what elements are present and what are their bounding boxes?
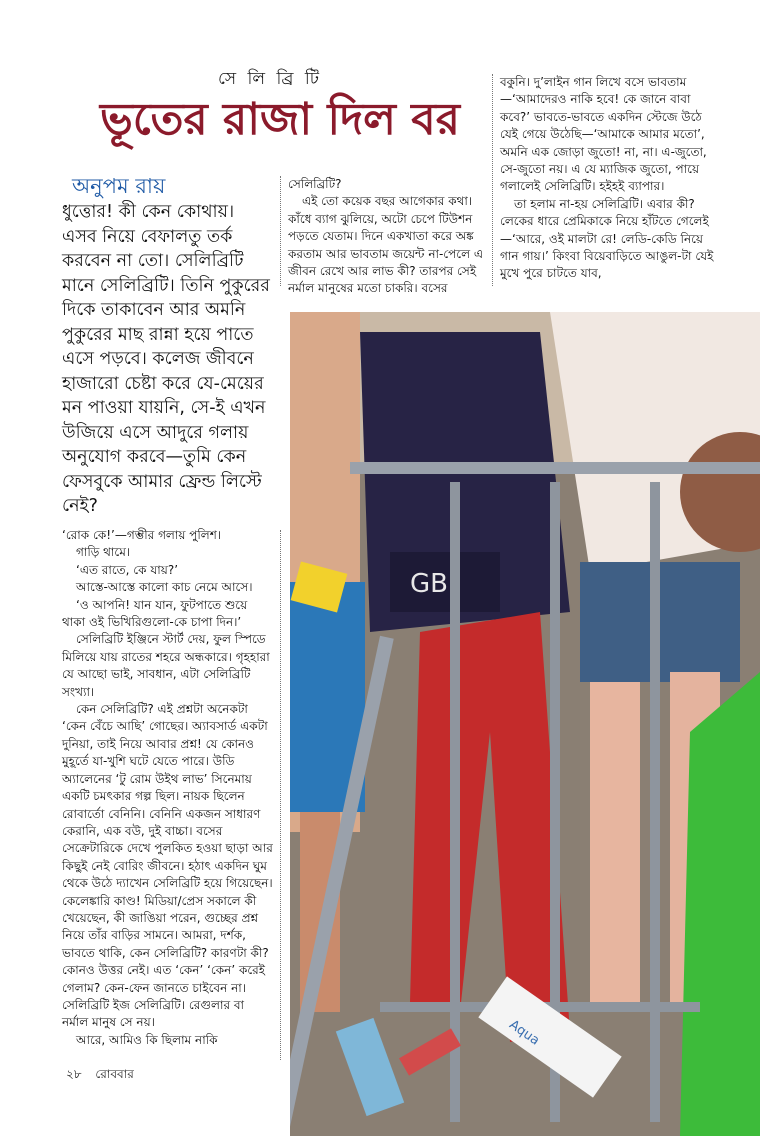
left-paragraph: আস্তে-আস্তে কালো কাচ নেমে আসে। (76, 580, 253, 595)
right-column (500, 74, 720, 283)
svg-text:GB: GB (410, 569, 448, 599)
magazine-name: রোববার (95, 1067, 134, 1081)
middle-paragraph: এই তো কয়েক বছর আগেকার কথা। কাঁধে ব্যাগ ঝুলিয়ে, অটো চেপে টিউশন পড়তে যেতাম। দিনে একখাতা করে অঙ্ক করতাম আর ভাবতাম জয়েন্ট না-পেলে এ জীবন রেখে আর লাভ কী? তারপর সেই নর্মাল মানুষের মতো চাকরি। বসের (288, 194, 484, 296)
left-paragraph: ‘এত রাতে, কে যায়?’ (76, 562, 179, 577)
left-paragraph: কেন সেলিব্রিটি? এই প্রশ্নটা অনেকটা ‘কেন বেঁচে আছি’ গোছের। অ্যাবসার্ড একটা দুনিয়া, তাই নিয়ে আবার প্রশ্ন! যে কোনও মুহূর্তে যা-খুশি ঘটে যেতে পারে। উডি অ্যালেনের ‘টু রোম উইথ লাভ’ সিনেমায় একটি চমৎকার গল্প ছিল। নায়ক ছিলেন রোবার্তো বেনিনি। বেনিনি একজন সাধারণ কেরানি, এক বউ, দুই বাচ্চা। বসের সেক্রেটারিকে দেখে পুলকিত হওয়া ছাড়া আর কিছুই নেই বোরিং জীবনে। হঠাৎ একদিন ঘুম থেকে উঠে দ্যাখেন সেলিব্রিটি হয়ে গিয়েছেন। কেলেঙ্কারি কাণ্ড! মিডিয়া/প্রেস সকালে কী খেয়েছেন, কী জাঙিয়া পরেন, গুচ্ছের প্রশ্ন নিয়ে তাঁর বাড়ির সামনে। আমরা, দর্শক, ভাবতে থাকি, কেন সেলিব্রিটি? কারণটা কী? কোনও উত্তর নেই। এত ‘কেন’ ‘কেন’ করেই গেলাম? কেন-ফেন জানতে চাইবেন না। সেলিব্রিটি ইজ সেলিব্রিটি। রেগুলার বা নর্মাল মানুষ সে নয়। (62, 702, 273, 1030)
left-paragraph: সেলিব্রিটি ইঞ্জিনে স্টার্ট দেয়, ফুল স্পিডে মিলিয়ে যায় রাতের শহরে অন্ধকারে। গৃহহারা যে আছো ভাই, সাবধান, এটা সেলিব্রিটি সংখ্যা। (62, 632, 270, 699)
middle-column (288, 176, 488, 298)
kicker: সে লি ব্রি টি (218, 69, 322, 89)
author-name: অনুপম রায় (72, 174, 166, 198)
left-column (62, 527, 274, 1049)
right-paragraph: তা হলাম না-হয় সেলিব্রিটি। এবার কী? লেকের ধারে প্রেমিকাকে নিয়ে হাঁটতে গেলেই—‘আরে, ওই মালটা রে! লেডি-কেডি নিয়ে গান গায়।’ কিংবা বিয়েবাড়িতে আঙুল-টা যেই মুখে পুরে চাটতে যাব, (500, 196, 714, 281)
left-paragraph: গাড়ি থামে। (76, 545, 131, 560)
left-paragraph: ‘রোক কে!’—গম্ভীর গলায় পুলিশ। (62, 528, 222, 542)
middle-paragraph: সেলিব্রিটি? (288, 177, 342, 191)
column-rule-mid (280, 176, 281, 286)
crowd-photo-illustration (290, 312, 760, 1136)
page-number: ২৮ (66, 1067, 82, 1081)
page-footer (66, 1066, 144, 1086)
headline: ভূতের রাজা দিল বর (100, 94, 460, 145)
right-paragraph: বকুনি। দু’লাইন গান লিখে বসে ভাবতাম—‘আমাদেরও নাকি হবে! কে জানে বাবা কবে?’ ভাবতে-ভাবতে একদিন স্টেজে উঠে যেই গেয়ে উঠেছি—‘আমাকে আমার মতো’, অমনি এক জোড়া জুতো! না, না। এ-জুতো, সে-জুতো নয়। এ যে ম্যাজিক জুতো, পায়ে গলালেই সেলিব্রিটি। হইহই ব্যাপার। (500, 75, 707, 194)
crowd-photo (290, 312, 760, 1136)
column-rule-left (280, 530, 281, 1060)
bottle-label: Aqua (506, 1017, 543, 1049)
intro-paragraph (62, 200, 272, 519)
left-paragraph: ‘ও আপনি! যান যান, ফুটপাতে শুয়ে থাকা ওই ভিখিরিগুলো-কে চাপা দিন।’ (62, 597, 248, 630)
left-paragraph: আরে, আমিও কি ছিলাম নাকি (76, 1032, 218, 1047)
column-rule-right (492, 74, 493, 286)
intro-text: ধুত্তোর! কী কেন কোথায়। এসব নিয়ে বেফালতু তর্ক করবেন না তো। সেলিব্রিটি মানে সেলিব্রিটি। তিনি পুকুরের দিকে তাকাবেন আর অমনি পুকুরের মাছ রান্না হয়ে পাতে এসে পড়বে। কলেজ জীবনে হাজারো চেষ্টা করে যে-মেয়ের মন পাওয়া যায়নি, সে-ই এখন উজিয়ে এসে আদুরে গলায় অনুযোগ করবে—তুমি কেন ফেসবুকে আমার ফ্রেন্ড লিস্টে নেই? (62, 202, 270, 516)
